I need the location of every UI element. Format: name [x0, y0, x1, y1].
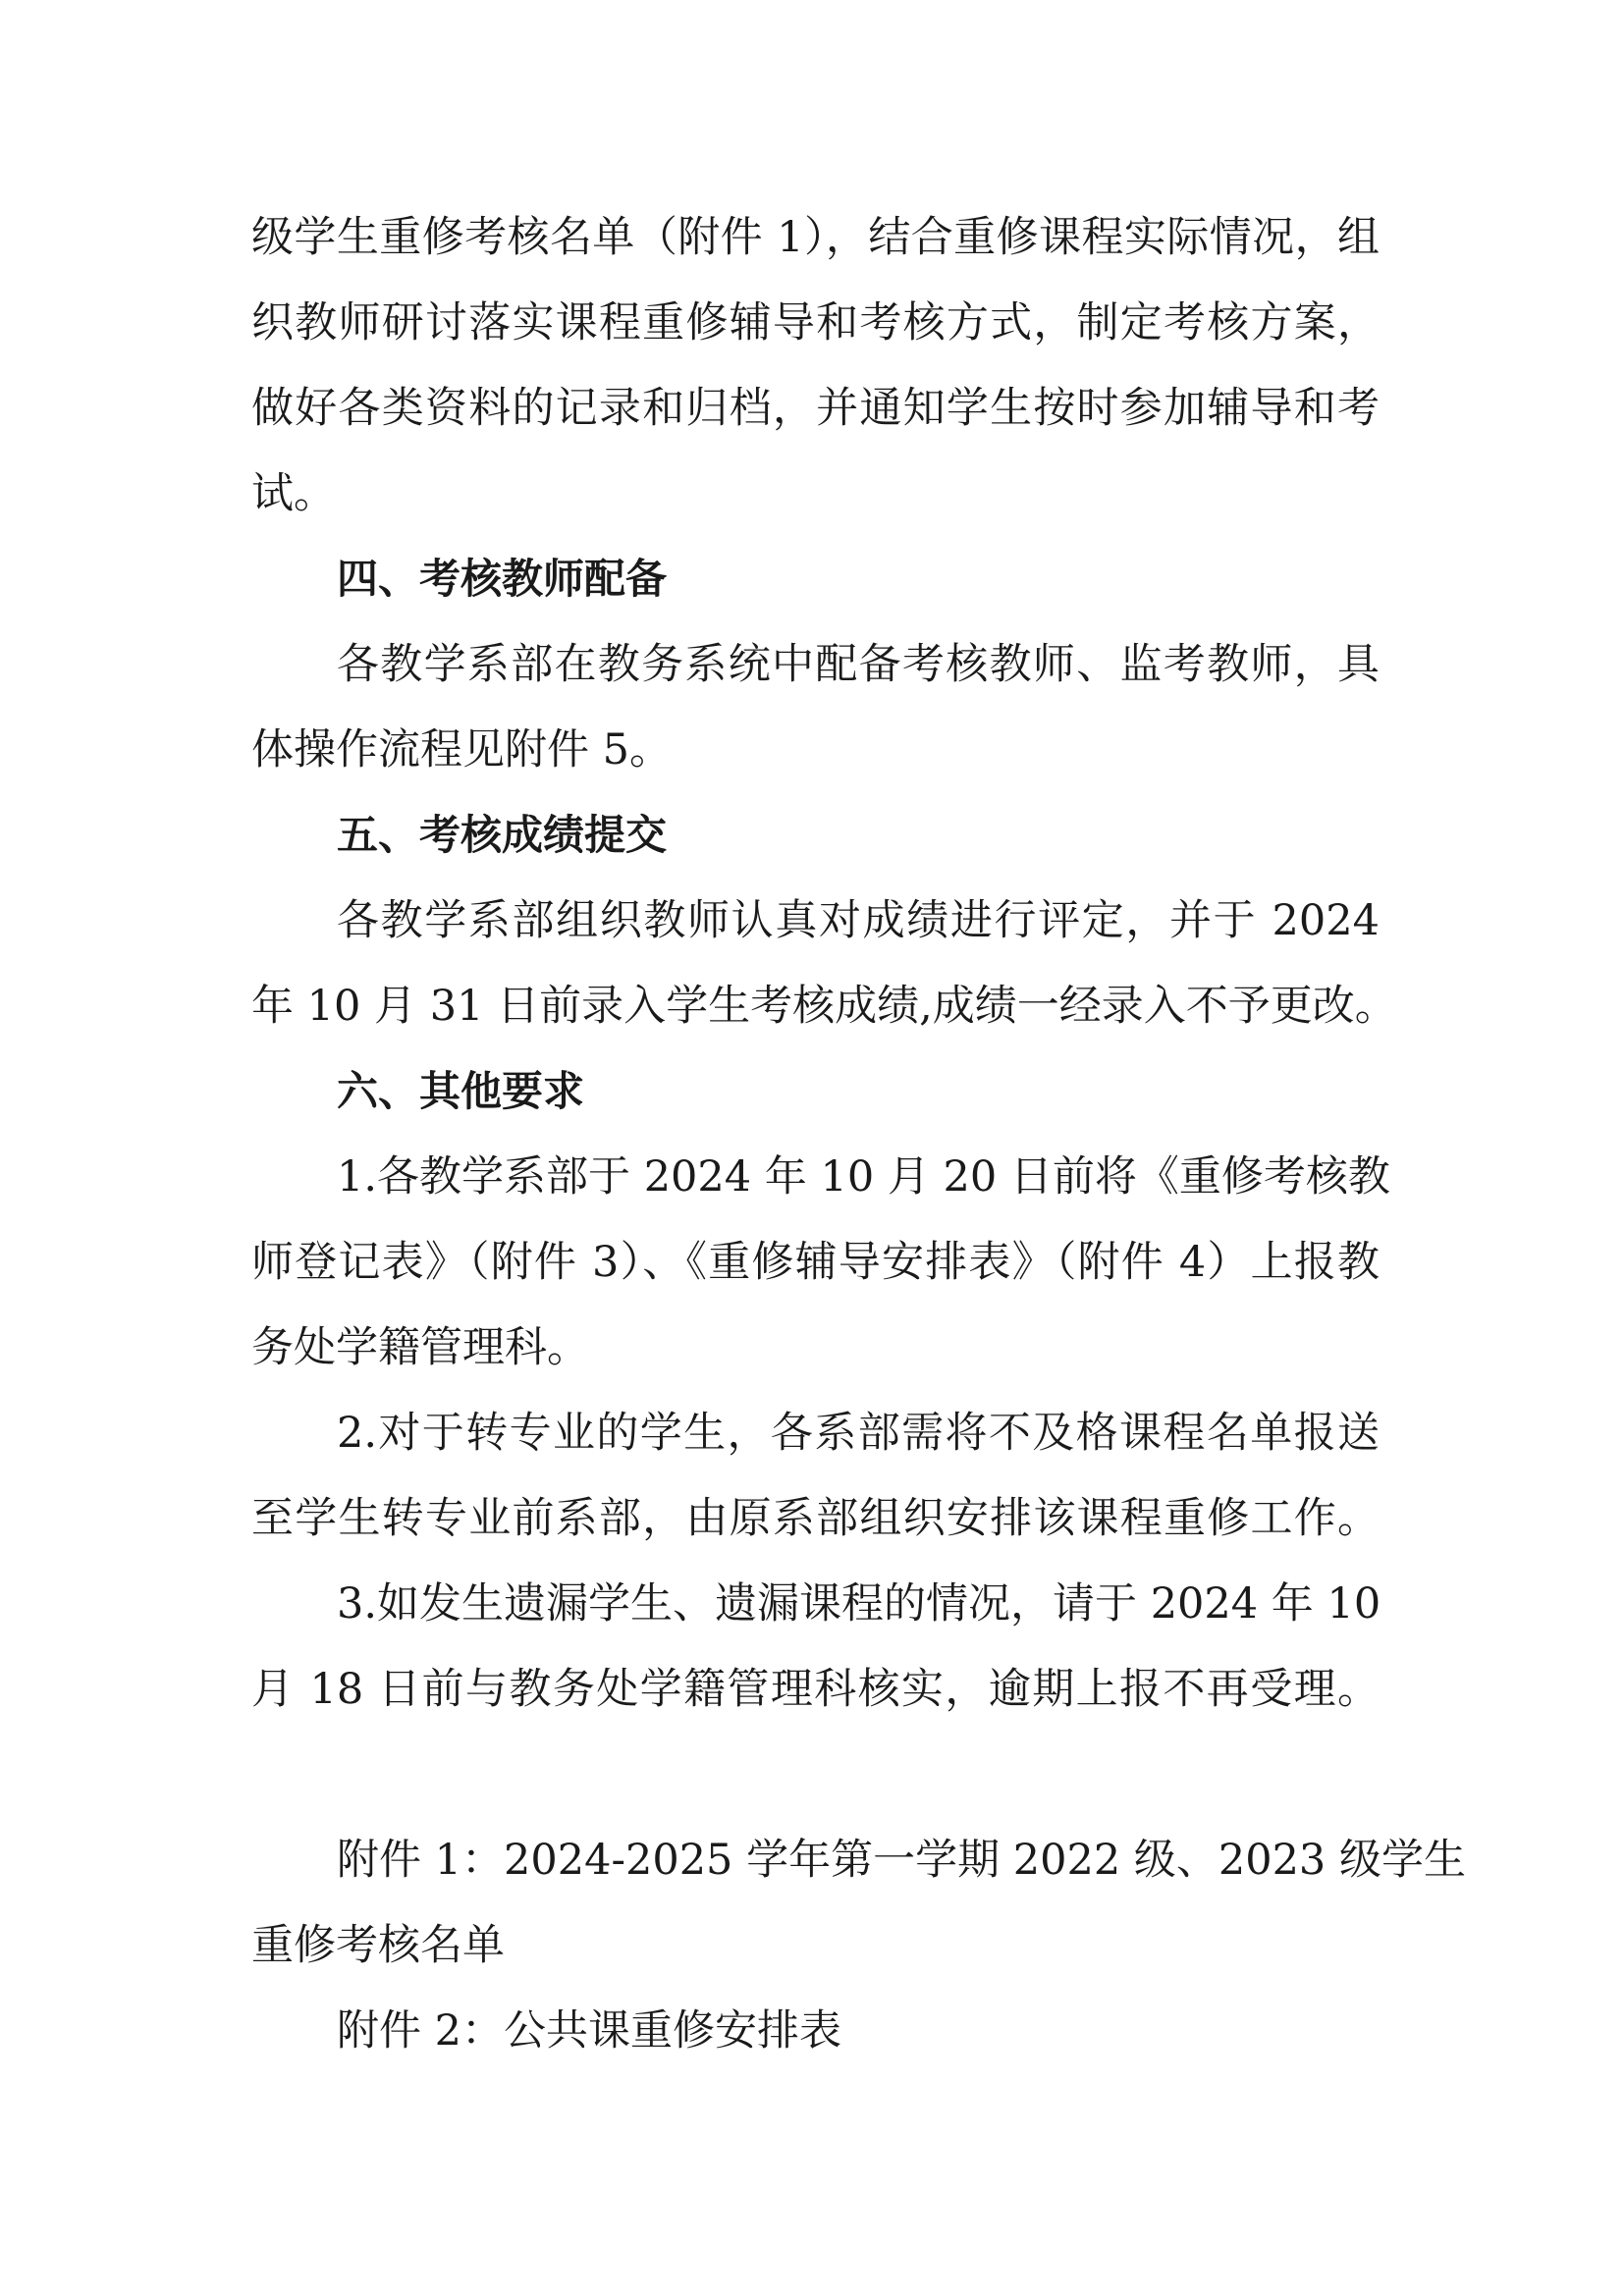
attachment-line: 附件 1：2024-2025 学年第一学期 2022 级、2023 级学生 [337, 1836, 1466, 1885]
section-heading: 四、考核教师配备 [337, 555, 668, 603]
body-text-line: 做好各类资料的记录和归档，并通知学生按时参加辅导和考 [251, 384, 1380, 433]
body-text-line: 务处学籍管理科。 [251, 1323, 589, 1372]
body-text-line: 各教学系部组织教师认真对成绩进行评定，并于 2024 [337, 896, 1380, 945]
body-text-line: 至学生转专业前系部，由原系部组织安排该课程重修工作。 [251, 1494, 1380, 1543]
body-text-line: 体操作流程见附件 5。 [251, 725, 673, 774]
body-text-line: 师登记表》（附件 3）、《重修辅导安排表》（附件 4）上报教 [251, 1238, 1380, 1287]
body-text-line: 试。 [251, 469, 336, 518]
section-heading: 六、其他要求 [337, 1067, 585, 1115]
attachment-line: 附件 2：公共课重修安排表 [337, 2006, 842, 2056]
body-text-line: 织教师研讨落实课程重修辅导和考核方式，制定考核方案， [251, 298, 1380, 347]
body-text-line: 2.对于转专业的学生，各系部需将不及格课程名单报送 [337, 1409, 1380, 1458]
body-text-line: 3.如发生遗漏学生、遗漏课程的情况，请于 2024 年 10 [337, 1579, 1381, 1629]
body-text-line: 各教学系部在教务系统中配备考核教师、监考教师，具 [337, 640, 1380, 689]
attachment-line: 重修考核名单 [251, 1921, 505, 1970]
body-text-line: 1.各教学系部于 2024 年 10 月 20 日前将《重修考核教 [337, 1152, 1390, 1201]
body-text-line: 月 18 日前与教务处学籍管理科核实，逾期上报不再受理。 [251, 1665, 1380, 1714]
body-text-line: 级学生重修考核名单（附件 1），结合重修课程实际情况，组 [251, 213, 1380, 262]
section-heading: 五、考核成绩提交 [337, 811, 668, 859]
body-text-line: 年 10 月 31 日前录入学生考核成绩,成绩一经录入不予更改。 [251, 982, 1397, 1031]
